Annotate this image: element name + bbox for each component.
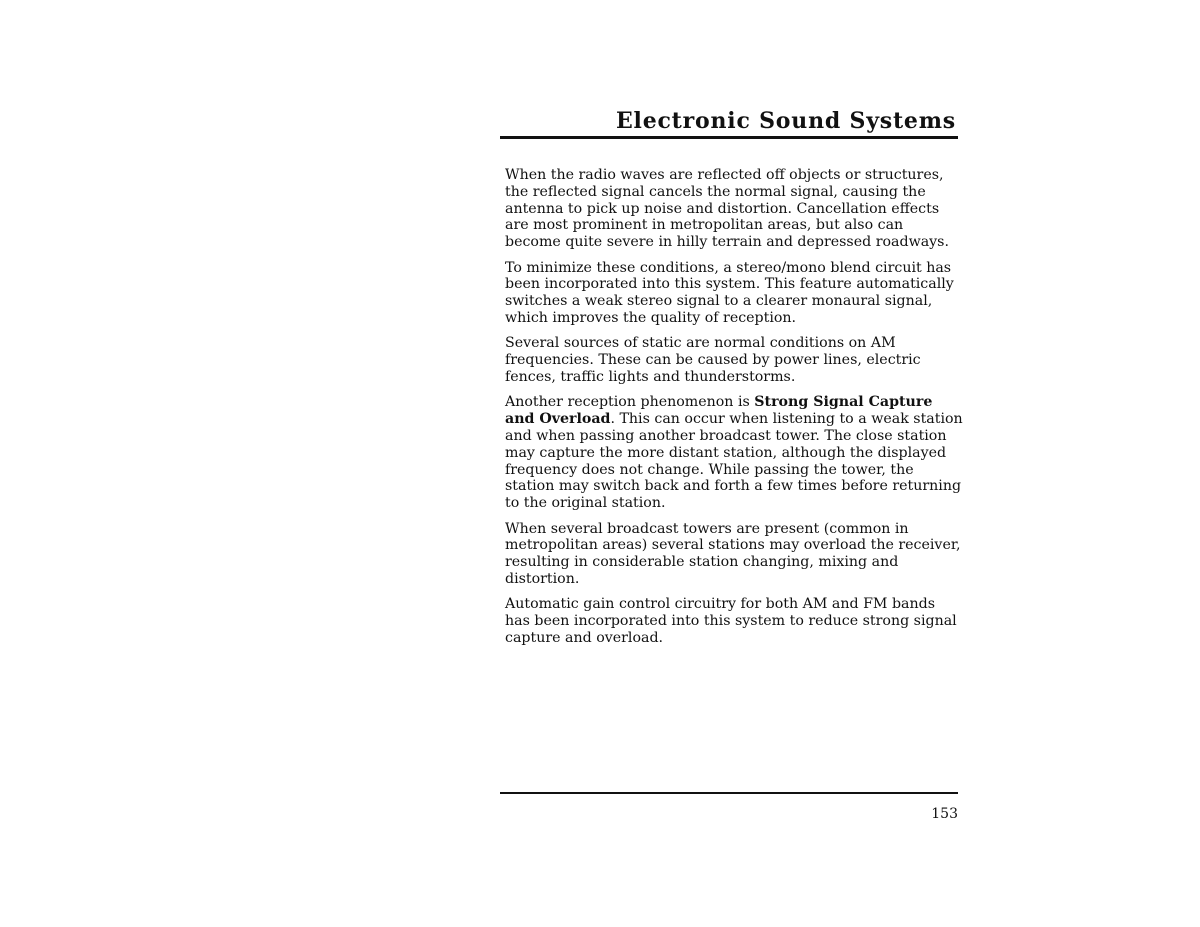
title-rule xyxy=(500,136,958,139)
paragraph-gain-control: Automatic gain control circuitry for both AM and FM bands has been incorporated into this system to reduce strong signal capture and overload. xyxy=(505,596,957,646)
paragraph-static-sources: Several sources of static are normal conditions on AM frequencies. These can be caused by power lines, electric fences, traffic lights and thunderstorms. xyxy=(505,335,921,385)
body-text xyxy=(505,167,963,655)
signal-capture-term: Strong Signal Capture and Overload xyxy=(505,394,933,428)
paragraph-reflection: When the radio waves are reflected off objects or structures, the reflected signal cancels the normal signal, causing the antenna to pick up noise and distortion. Cancellation effects are most prominent in metropolitan areas, but also can become quite severe in hilly terrain and depressed roadways. xyxy=(505,167,949,251)
footer-rule xyxy=(500,792,958,794)
paragraph-signal-capture xyxy=(505,394,963,512)
signal-capture-intro: Another reception phenomenon is xyxy=(505,394,755,411)
paragraph-multiple-towers: When several broadcast towers are present (common in metropolitan areas) several stations may overload the receiver, resulting in considerable station changing, mixing and distortion. xyxy=(505,520,961,587)
paragraph-stereo-mono-blend: To minimize these conditions, a stereo/mono blend circuit has been incorporated into this system. This feature automatically switches a weak stereo signal to a clearer monaural signal, which improves the quality of reception. xyxy=(505,259,954,326)
page-number: 153 xyxy=(931,806,958,822)
section-title: Electronic Sound Systems xyxy=(615,108,956,134)
signal-capture-description: . This can occur when listening to a weak station and when passing another broadcast tower. The close station may capture the more distant station, although the displayed frequency does not change. While passing the tower, the station may switch back and forth a few times before returning to the original station. xyxy=(505,411,963,512)
